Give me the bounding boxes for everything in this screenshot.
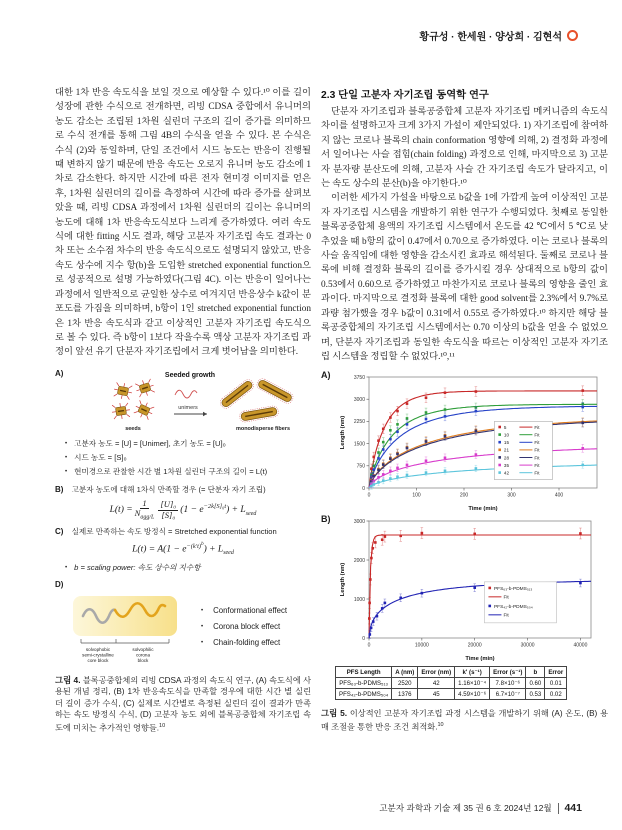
table-cell: PFS₄₂-b-PDMS₅₀₄ xyxy=(336,689,392,700)
authors-text: 황규성 · 한세원 · 양상희 · 김현석 xyxy=(419,32,562,43)
svg-text:Fit: Fit xyxy=(534,463,540,469)
body-paragraph: 이러한 세가지 가설을 바탕으로 b값을 1에 가깝게 높여 이상적인 고분자 자기조립 시스템을 개발하기 위한 연구가 수행되었다. 첫째로 동일한 블록공중합체 용액의 자기조립 시스템에서 온도를 42 ℃에서 5 ℃로 낮추었을 때 b항의 값이 0.47에서 0.70으로 증가하였다. 이는 코로나 블록의 사슬 움직임에 대한 영향을 감소시킨 효과로 해석된다. 둘째로 코로나 블록에 비해 결정화 블록의 길이를 증가시킬 경우 상대적으로 b항의 값이 0.53에서 0.60으로 증가하였고 마찬가지로 코로나 블록의 영향을 줄인 효과이다. 마지막으로 결정화 블록에 대한 good solvent를 2.3%에서 9.7%로 과량 첨가했을 경우 b값이 0.31에서 0.55로 증가하였다.¹⁰ 하지만 해당 블록공중합체의 자기조립 시스템에서는 0.70 이상의 b값을 얻을 수 없었으며, 단분자 자기조립과 동일한 속도식을 따르는 이상적인 고분자 자기조립 시스템을 정립할 수 없었다.¹⁰,¹¹ xyxy=(321,193,608,362)
fig4-panel-d-content xyxy=(55,593,311,667)
svg-text:400: 400 xyxy=(554,492,564,499)
kinetics-table xyxy=(335,666,567,700)
svg-text:core block: core block xyxy=(87,657,109,663)
svg-text:block: block xyxy=(137,657,149,663)
temperature-kinetics-chart xyxy=(337,370,605,512)
table-header: Error xyxy=(545,667,567,678)
svg-text:35: 35 xyxy=(503,463,510,469)
fraction: $\frac{\text{[U]₀}}{\text{[S]₀}}$ xyxy=(160,499,177,520)
schematic-title: Seeded growth xyxy=(164,371,216,379)
fig4-panel-b-text: 고분자 농도에 대해 1차식 만족할 경우 (= 단분자 자기 조립) xyxy=(71,484,266,494)
solvent-kinetics-chart xyxy=(337,514,599,662)
svg-text:Time (min): Time (min) xyxy=(465,656,495,663)
svg-text:10: 10 xyxy=(503,432,510,438)
svg-text:Length (nm): Length (nm) xyxy=(340,563,346,597)
table-cell: 1.16×10⁻⁴ xyxy=(455,678,490,689)
svg-text:semi-crystalline: semi-crystalline xyxy=(82,652,114,658)
figure-5 xyxy=(321,370,608,733)
svg-text:42: 42 xyxy=(503,470,510,476)
table-row xyxy=(336,689,567,700)
svg-text:750: 750 xyxy=(356,463,365,470)
svg-text:3000: 3000 xyxy=(353,519,365,526)
svg-text:10000: 10000 xyxy=(414,642,429,649)
fig5-panel-a-label: A) xyxy=(321,370,331,381)
svg-text:1500: 1500 xyxy=(353,441,365,448)
fig4-caption: 그림 4. 블록공중합체의 리빙 CDSA 과정의 속도식 연구, (A) 속도식에 사용된 개념 정리, (B) 1차 반응속도식을 만족할 경우에 대한 시간 별 실린더 길이 증가 수식, (C) 실제로 시간별로 측정된 실린더 길이 결과가 만족하는 속도 방정식 수식, (D) 고분자 농도 외에 블록공중합체 자기조립 속도에 미치는 추가적인 영향들.$^{10}$ xyxy=(55,674,311,733)
table-cell: 6.7×10⁻⁷ xyxy=(490,689,526,700)
left-column xyxy=(55,86,311,743)
table-header: Error (s⁻¹) xyxy=(490,667,526,678)
table-cell: 2520 xyxy=(392,678,418,689)
svg-text:1000: 1000 xyxy=(353,597,365,604)
svg-text:100: 100 xyxy=(412,492,421,499)
table-row xyxy=(336,678,567,689)
svg-text:3750: 3750 xyxy=(353,375,365,382)
table-cell: 1376 xyxy=(392,689,418,700)
effect-bullet: • Conformational effect xyxy=(201,603,287,619)
fig4-bullet: • 현미경으로 관찰한 시간 별 1차원 실린더 구조의 길이 = L(t) xyxy=(65,465,311,479)
fig4-panel-b xyxy=(55,484,311,495)
table-header: PFS Length xyxy=(336,667,392,678)
fig4-panel-c-text: 실제로 만족하는 속도 방정식 = Stretched exponential function xyxy=(71,527,277,537)
fig4-panel-d xyxy=(55,580,311,589)
table-cell: 45 xyxy=(418,689,455,700)
fig5-panel-b-label: B) xyxy=(321,514,331,525)
fig4-bullet: • 시드 농도 = [S]₀ xyxy=(65,451,311,465)
fig4-bullet: • 고분자 농도 = [U] = [Unimer], 초기 농도 = [U]₀ xyxy=(65,437,311,451)
svg-text:corona: corona xyxy=(135,652,151,658)
svg-text:300: 300 xyxy=(507,492,516,499)
svg-text:3000: 3000 xyxy=(353,397,365,404)
scaling-power-bullet: • b = scaling power: 속도 상수의 지수항 xyxy=(65,561,311,575)
fig4-scaling-bullet-list xyxy=(65,561,311,575)
table-header: b xyxy=(526,667,545,678)
svg-text:Fit: Fit xyxy=(534,470,540,476)
svg-text:Fit: Fit xyxy=(534,448,540,454)
right-column xyxy=(321,86,608,743)
svg-text:28: 28 xyxy=(503,455,510,461)
fraction: $\frac{1}{N_{agg/L}}$ xyxy=(134,497,155,521)
fibers-label: monodisperse fibers xyxy=(235,425,291,432)
first-order-equation xyxy=(55,499,311,522)
svg-text:20000: 20000 xyxy=(467,642,482,649)
fig4-panel-d-label: D) xyxy=(55,579,64,589)
body-paragraph: 대한 1차 반응 속도식을 보일 것으로 예상할 수 있다.¹⁰ 이를 길이 성장에 관한 수식으로 전개하면, 리빙 CDSA 중합에서 유니머의 농도 감소는 조립된 1차원 실린더 구조의 길이 증가를 의미하므로 수식 전개를 통해 그림 4B의 수식을 얻을 수 있다. 본 수식은 수식 (2)와 동일하며, 단일 조건에서 시드 농도는 반응이 진행될 때 변하지 않기 때문에 반응 속도는 오로지 유니머 농도 감소에 1차로 감소한다. 하지만 시간에 따른 전자 현미경 이미지를 얻은 후, 1차원 실린더의 길이를 측정하여 시간에 따라 증가를 살펴보았을 때, 리빙 CDSA 과정에서 1차원 실린더의 길이는 유니머의 농도에 대해 1차 반응속도식보다 느리게 증가하였다. 여러 속도식에 대한 fitting 시도 결과, 해당 고분자 자기조립 속도 결과는 0차 또는 소수점 차수의 반응 속도식으로도 설명되지 않았고, 반응 속도 상수에 지수 항(b)을 도입한 stretched exponential function으로 성공적으로 설명 가능하였다(그림 4C). 이는 반응이 일어나는 과정에서 일반적으로 균일한 상수로 여겨지던 반응상수 k값이 분포도를 가짐을 의미하며, b항이 1인 stretched exponential function은 1차 반응 속도식과 같고 이상적인 고분자 자기조립 속도식으로 볼 수 있다. 즉 b항이 1보다 작을수록 액상 고분자 자기조립 과정이 앞선 유기 단분자 자기조립에서 크게 벗어남을 의미한다. xyxy=(55,88,311,358)
figure-4 xyxy=(55,369,311,735)
svg-text:PFS₄₂-b-PDMS₅₀₄: PFS₄₂-b-PDMS₅₀₄ xyxy=(493,605,533,611)
svg-text:0: 0 xyxy=(367,642,371,649)
svg-text:15: 15 xyxy=(503,440,510,446)
svg-text:Fit: Fit xyxy=(534,425,540,431)
svg-text:200: 200 xyxy=(459,492,469,499)
svg-text:Fit: Fit xyxy=(503,595,509,601)
seeds-label: seeds xyxy=(125,425,141,432)
table-cell: PFS₆₃-b-PDMS₅₁₃ xyxy=(336,678,392,689)
table-cell: 0.60 xyxy=(526,678,545,689)
svg-text:Fit: Fit xyxy=(503,613,509,619)
page-footer xyxy=(379,802,582,814)
stretched-exponential-equation xyxy=(55,541,311,556)
svg-text:0: 0 xyxy=(362,486,365,493)
svg-text:Time (min): Time (min) xyxy=(468,506,498,513)
fig5-panel-a xyxy=(321,370,608,512)
svg-text:PFS₆₃-b-PDMS₅₁₃: PFS₆₃-b-PDMS₅₁₃ xyxy=(493,587,533,593)
author-line xyxy=(419,28,578,43)
bracket xyxy=(81,639,169,643)
journal-info: 고분자 과학과 기술 제 35 권 6 호 2024년 12월 xyxy=(379,803,552,813)
unimer-squiggle xyxy=(175,390,197,398)
eq-body: $L(t) = A(1 - e^{-(k't)^b}) + L_{seed}$ xyxy=(132,541,234,557)
svg-text:Fit: Fit xyxy=(534,455,540,461)
fig4-panel-b-label: B) xyxy=(55,484,64,494)
eq-lhs: L(t) = xyxy=(109,505,133,516)
seeded-growth-schematic xyxy=(71,369,309,433)
table-cell: 0.53 xyxy=(526,689,545,700)
fig4-panel-a-label: A) xyxy=(55,368,64,378)
journal-mark-icon xyxy=(567,30,578,41)
svg-text:30000: 30000 xyxy=(520,642,535,649)
fig4-definition-bullets xyxy=(65,437,311,479)
fig4-panel-c xyxy=(55,526,311,537)
table-cell: 7.8×10⁻⁶ xyxy=(490,678,526,689)
fig5-caption: 그림 5. 이상적인 고분자 자기조립 과정 시스템을 개발하기 위해 (A) 온도, (B) 용매 조절을 통한 반응 조건 최적화.$^{10}$ xyxy=(321,708,608,732)
fig4-effect-bullets xyxy=(201,603,287,651)
table-cell: 0.02 xyxy=(545,689,567,700)
effect-bullet: • Corona block effect xyxy=(201,619,287,635)
fig4-panel-c-label: C) xyxy=(55,527,64,537)
table-cell: 0.01 xyxy=(545,678,567,689)
arrow-icon xyxy=(203,412,207,416)
svg-text:21: 21 xyxy=(503,448,510,454)
unimers-label: unimers xyxy=(178,404,198,411)
table-cell: 4.59×10⁻⁶ xyxy=(455,689,490,700)
effect-bullet: • Chain-folding effect xyxy=(201,635,287,651)
svg-text:2000: 2000 xyxy=(353,558,365,565)
two-column-layout xyxy=(55,86,608,743)
footer-divider xyxy=(558,803,559,814)
page-number: 441 xyxy=(564,802,582,814)
section-heading: 2.3 단일 고분자 자기조립 동역학 연구 xyxy=(321,90,489,101)
svg-text:40000: 40000 xyxy=(573,642,588,649)
table-header: k' (s⁻¹) xyxy=(455,667,490,678)
fig5-panel-b xyxy=(321,514,608,662)
svg-text:Fit: Fit xyxy=(534,432,540,438)
svg-text:Length (nm): Length (nm) xyxy=(340,416,346,450)
core-label: solvophobic xyxy=(85,646,111,652)
svg-text:0: 0 xyxy=(362,636,365,643)
fig4-panel-a xyxy=(55,369,311,433)
svg-text:5: 5 xyxy=(503,425,507,431)
table-header: Error (nm) xyxy=(418,667,455,678)
eq-body: $(1 - e^{-2k[S]_0t}) + L_{seed}$ xyxy=(180,503,257,518)
svg-text:2250: 2250 xyxy=(353,419,365,426)
table-header: A (nm) xyxy=(392,667,418,678)
svg-text:0: 0 xyxy=(367,492,371,499)
corona-label: solvophilic xyxy=(132,646,154,652)
body-paragraph: 단분자 자기조립과 블록공중합체 고분자 자기조립 메커니즘의 속도식 차이를 설명하고자 크게 3가지 가설이 제안되었다. 1) 자기조립에 참여하지 않는 코로나 블록의 chain conformation 영향에 의해, 2) 결정화 과정에서 일어나는 사슬 접힘(chain folding) 과정으로 인해, 마지막으로 3) 고분자 분자량 분산도에 의해, 고분자 사슬 간 자기조립 속도가 달라지고, 이는 속도 상수의 분산(b)을 야기한다.¹⁰ xyxy=(321,107,608,190)
block-copolymer-schematic xyxy=(69,593,187,667)
svg-text:Fit: Fit xyxy=(534,440,540,446)
table-cell: 42 xyxy=(418,678,455,689)
